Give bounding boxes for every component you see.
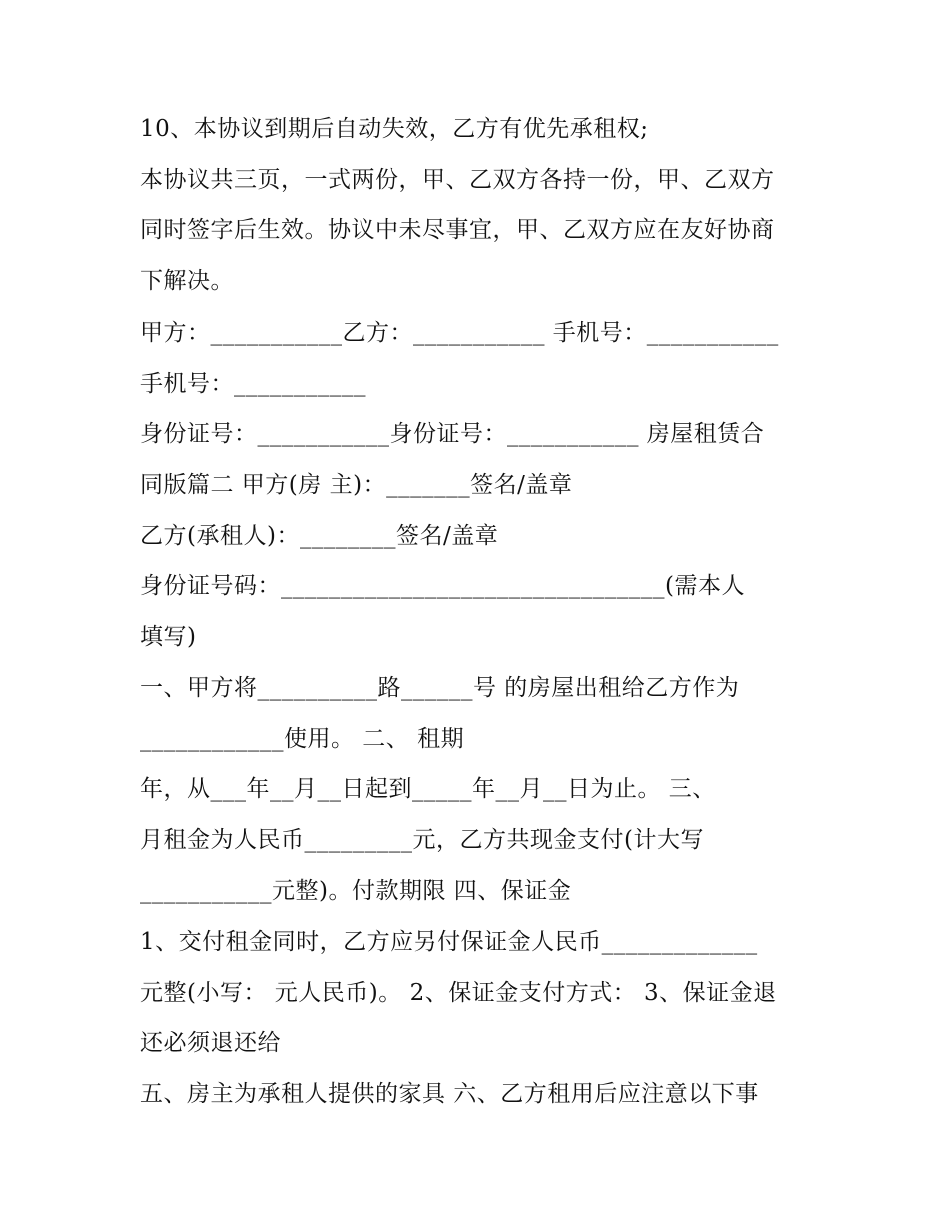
text-line: 还必须退还给: [140, 1030, 281, 1056]
text-line: 五、房主为承租人提供的家具 六、乙方租用后应注意以下事: [140, 1081, 759, 1107]
text-line: 同版篇二 甲方(房 主)：_______签名/盖章: [140, 472, 573, 498]
text-line: 甲方：___________乙方：___________ 手机号：___________: [140, 320, 779, 346]
text-line: 本协议共三页，一式两份，甲、乙双方各持一份，甲、乙双方: [140, 167, 775, 193]
text-line: 手机号：___________: [140, 371, 366, 397]
text-line: 乙方(承租人)：________签名/盖章: [140, 523, 499, 549]
text-line: ____________使用。 二、 租期: [140, 726, 465, 752]
text-line: 10、本协议到期后自动失效，乙方有优先承租权;: [140, 116, 649, 142]
text-line: 身份证号码：________________________________(需本人: [140, 573, 745, 599]
text-line: 月租金为人民币_________元，乙方共现金支付(计大写: [140, 827, 704, 853]
text-line: 元整(小写： 元人民币)。 2、保证金支付方式： 3、保证金退: [140, 980, 777, 1006]
text-line: 一、甲方将__________路______号 的房屋出租给乙方作为: [140, 675, 740, 701]
text-line: 填写): [140, 624, 197, 650]
text-line: ___________元整)。付款期限 四、保证金: [140, 878, 572, 904]
text-line: 下解决。: [140, 268, 234, 294]
text-line: 身份证号：___________身份证号：___________ 房屋租赁合: [140, 421, 765, 447]
text-line: 1、交付租金同时，乙方应另付保证金人民币_____________: [140, 929, 758, 955]
text-line: 年，从___年__月__日起到_____年__月__日为止。 三、: [140, 776, 716, 802]
text-line: 同时签字后生效。协议中未尽事宜，甲、乙双方应在友好协商: [140, 217, 775, 243]
